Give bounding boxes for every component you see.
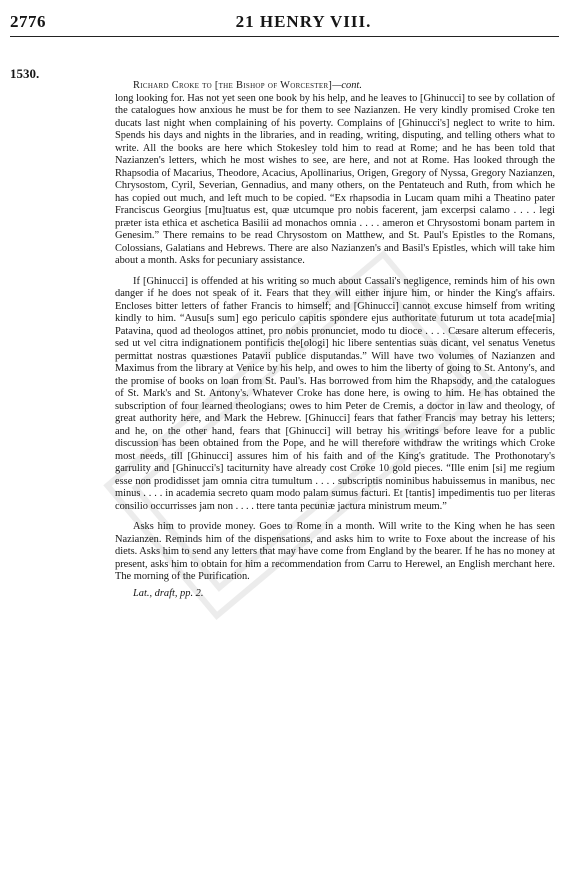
running-head: 21 HENRY VIII. xyxy=(235,12,372,31)
entry-heading xyxy=(133,80,555,93)
paragraph-3: Asks him to provide money. Goes to Rome in a month. Will write to the King when he has seen Nazianzen. Reminds him of the dispensations, and asks him to write to Foxe about the increase of his diets. Asks him to send any letters that may have come from England by the bearer. If he has no money at present, asks him to obtain for him a recommendation from Carru to Herewel, an English merchant here. The morning of the Purification. xyxy=(115,521,555,582)
calendar-entry xyxy=(115,80,555,600)
entry-title: Richard Croke to [the Bishop of Worcester] xyxy=(133,80,333,91)
header-rule xyxy=(10,36,559,37)
entry-title-suffix: —cont. xyxy=(332,80,362,91)
paragraph-1: long looking for. Has not yet seen one book by his help, and he leaves to [Ghinucci] to see by collation of the catalogues how anxious he must be for them to see Nazianzen. He very kindly promised Croke ten ducats last night when complaining of his poverty. Complains of [Ghinucci's] neglect to write to him. Spends his days and nights in the libraries, and in reading, writing, disputing, and telling others what to write. All the books are here which Stokesley told him to read at Rome; and he has been told that Nazianzen's letters, which he most wishes to see, are here, and not at Rome. Has looked through the Rhapsodia of Macarius, Theodore, Acacius, Apollinarius, Origen, Gregory of Nyssa, Gregory Nazianzen, Chrysostom, Cyril, Severian, Gennadius, and many others, on the Pentateuch and Ruth, from which he has copied out much, and left much to be copied. “Ex rhapsodia in Lucam quam mihi a Theatino pater Franciscus Georgius [mu]tuatus est, quæ utcumque pro nobis facerent, jam excerpsi calamo . . . . legi præter ista ethica et aschetica Basilii ad monachos omnia . . . . ameron et Chrysostomi bonam partem in Genesim.” There remains to be read Chrysostom on Matthew, and St. Paul's Epistles to the Romans, Colossians, Galatians and Hebrews. There are also Nazianzen's and Basil's Epistles, which will take him about a month. Asks for pecuniary assistance. xyxy=(115,92,555,266)
source-note: Lat., draft, pp. 2. xyxy=(133,587,204,599)
page-number: 2776 xyxy=(10,12,46,31)
paragraph-2: If [Ghinucci] is offended at his writing so much about Cassali's negligence, reminds him of his own danger if he does not speak of it. Fears that they will either injure him, or hinder the King's affairs. Encloses bitter letters of father Francis to himself; and [Ghinucci] cannot excuse himself from writing kindly to him. “Ausu[s sum] ego periculo capitis spondere ejus authoritate futurum ut tota acade[mia] Patavina, quod ad theologos attinet, pro nobis pronunciet, modo tu dioce . . . . Cæsare alterum effeceris, sed ut vel citra indignationem pontificis the[ologi] hic libere sententias suas dicant, vel senatus Venetus permittat nostras quæstiones Patavii publice disputandas.” Will have two volumes of Nazianzen and Maximus from the library at Venice by his help, and owes to him the liberty of going to St. Antony's, and the promise of books on loan from St. Paul's. Has borrowed from him the Rhapsody, and the catalogues of St. Mark's and St. Antony's. Whatever Croke has done here, is owing to him. He has obtained the subscription of four learned theologians; owes to him Peter de Cremis, a doctor in law and theology, of great authority here, and Mark the Hebrew. [Ghinucci] fears that father Francis may betray his letters; and he, on the other hand, fears that [Ghinucci] will betray his writings before leave for a public discussion has been obtained from the Pope, and he will therefore withdraw the writings which Croke most needs, till [Ghinucci] assures him of his faith and of the King's gratitude. The Prothonotary's garrulity and [Ghinucci's] taciturnity have already cost Croke 10 gold pieces. “Ille enim [si] me regium esse non prodidisset jam omnia citra tumultum . . . . subscriptis nominibus habuissemus in manibus, nec minus . . . . in academia secreto quam modo palam sumus facturi. Et [tantis] impedimentis tuo per literas consilio occurrisses jam non . . . . ttere tanta pecuniæ jactura ministrum meum.” xyxy=(115,275,555,512)
margin-year: 1530. xyxy=(10,66,40,81)
